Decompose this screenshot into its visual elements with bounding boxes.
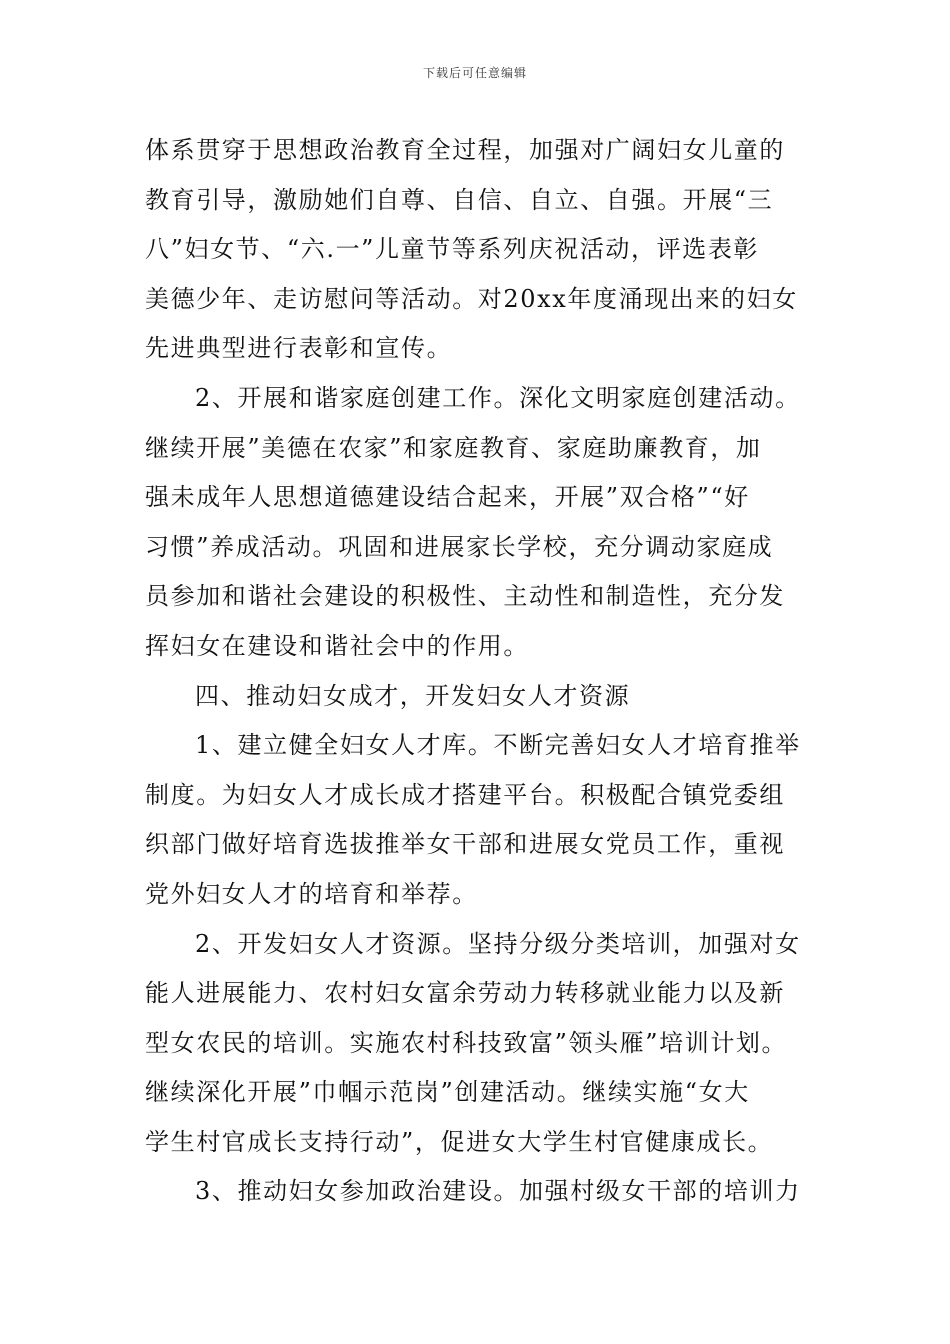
text-line: 员参加和谐社会建设的积极性、主动性和制造性，充分发	[145, 582, 785, 611]
text-line: 继续深化开展”巾帼示范岗”创建活动。继续实施“女大	[145, 1078, 750, 1107]
paragraph-first-line: 1、建立健全妇女人才库。不断完善妇女人才培育推举	[195, 731, 801, 760]
text-line: 型女农民的培训。实施农村科技致富”领头雁”培训计划。	[145, 1028, 788, 1057]
text-line: 能人进展能力、农村妇女富余劳动力转移就业能力以及新	[145, 979, 785, 1008]
text-line: 织部门做好培育选拔推举女干部和进展女党员工作，重视	[145, 830, 785, 859]
text-line: 党外妇女人才的培育和举荐。	[145, 879, 478, 908]
paragraph-first-line: 四、推动妇女成才，开发妇女人才资源	[195, 681, 631, 710]
paragraph-first-line: 2、开发妇女人才资源。坚持分级分类培训，加强对女	[195, 929, 801, 958]
paragraph-first-line: 3、推动妇女参加政治建设。加强村级女干部的培训力	[195, 1177, 801, 1206]
text-line: 美德少年、走访慰问等活动。对20xx年度涌现出来的妇女	[145, 284, 798, 313]
page-header: 下载后可任意编辑	[422, 66, 527, 80]
text-line: 教育引导，激励她们自尊、自信、自立、自强。开展“三	[145, 185, 774, 214]
text-line: 挥妇女在建设和谐社会中的作用。	[145, 631, 529, 660]
text-line: 制度。为妇女人才成长成才搭建平台。积极配合镇党委组	[145, 780, 785, 809]
text-line: 强未成年人思想道德建设结合起来，开展”双合格”“好	[145, 483, 750, 512]
text-line: 习惯”养成活动。巩固和进展家长学校，充分调动家庭成	[145, 532, 774, 561]
paragraph-first-line: 2、开展和谐家庭创建工作。深化文明家庭创建活动。	[195, 383, 801, 412]
text-line: 继续开展”美德在农家”和家庭教育、家庭助廉教育，加	[145, 433, 762, 462]
document-body	[145, 126, 825, 1217]
text-line: 八”妇女节、“六.一”儿童节等系列庆祝活动，评选表彰	[145, 235, 760, 264]
text-line: 学生村官成长支持行动”，促进女大学生村官健康成长。	[145, 1127, 774, 1156]
text-line: 先进典型进行表彰和宣传。	[145, 334, 453, 363]
text-line: 体系贯穿于思想政治教育全过程，加强对广阔妇女儿童的	[145, 136, 785, 164]
